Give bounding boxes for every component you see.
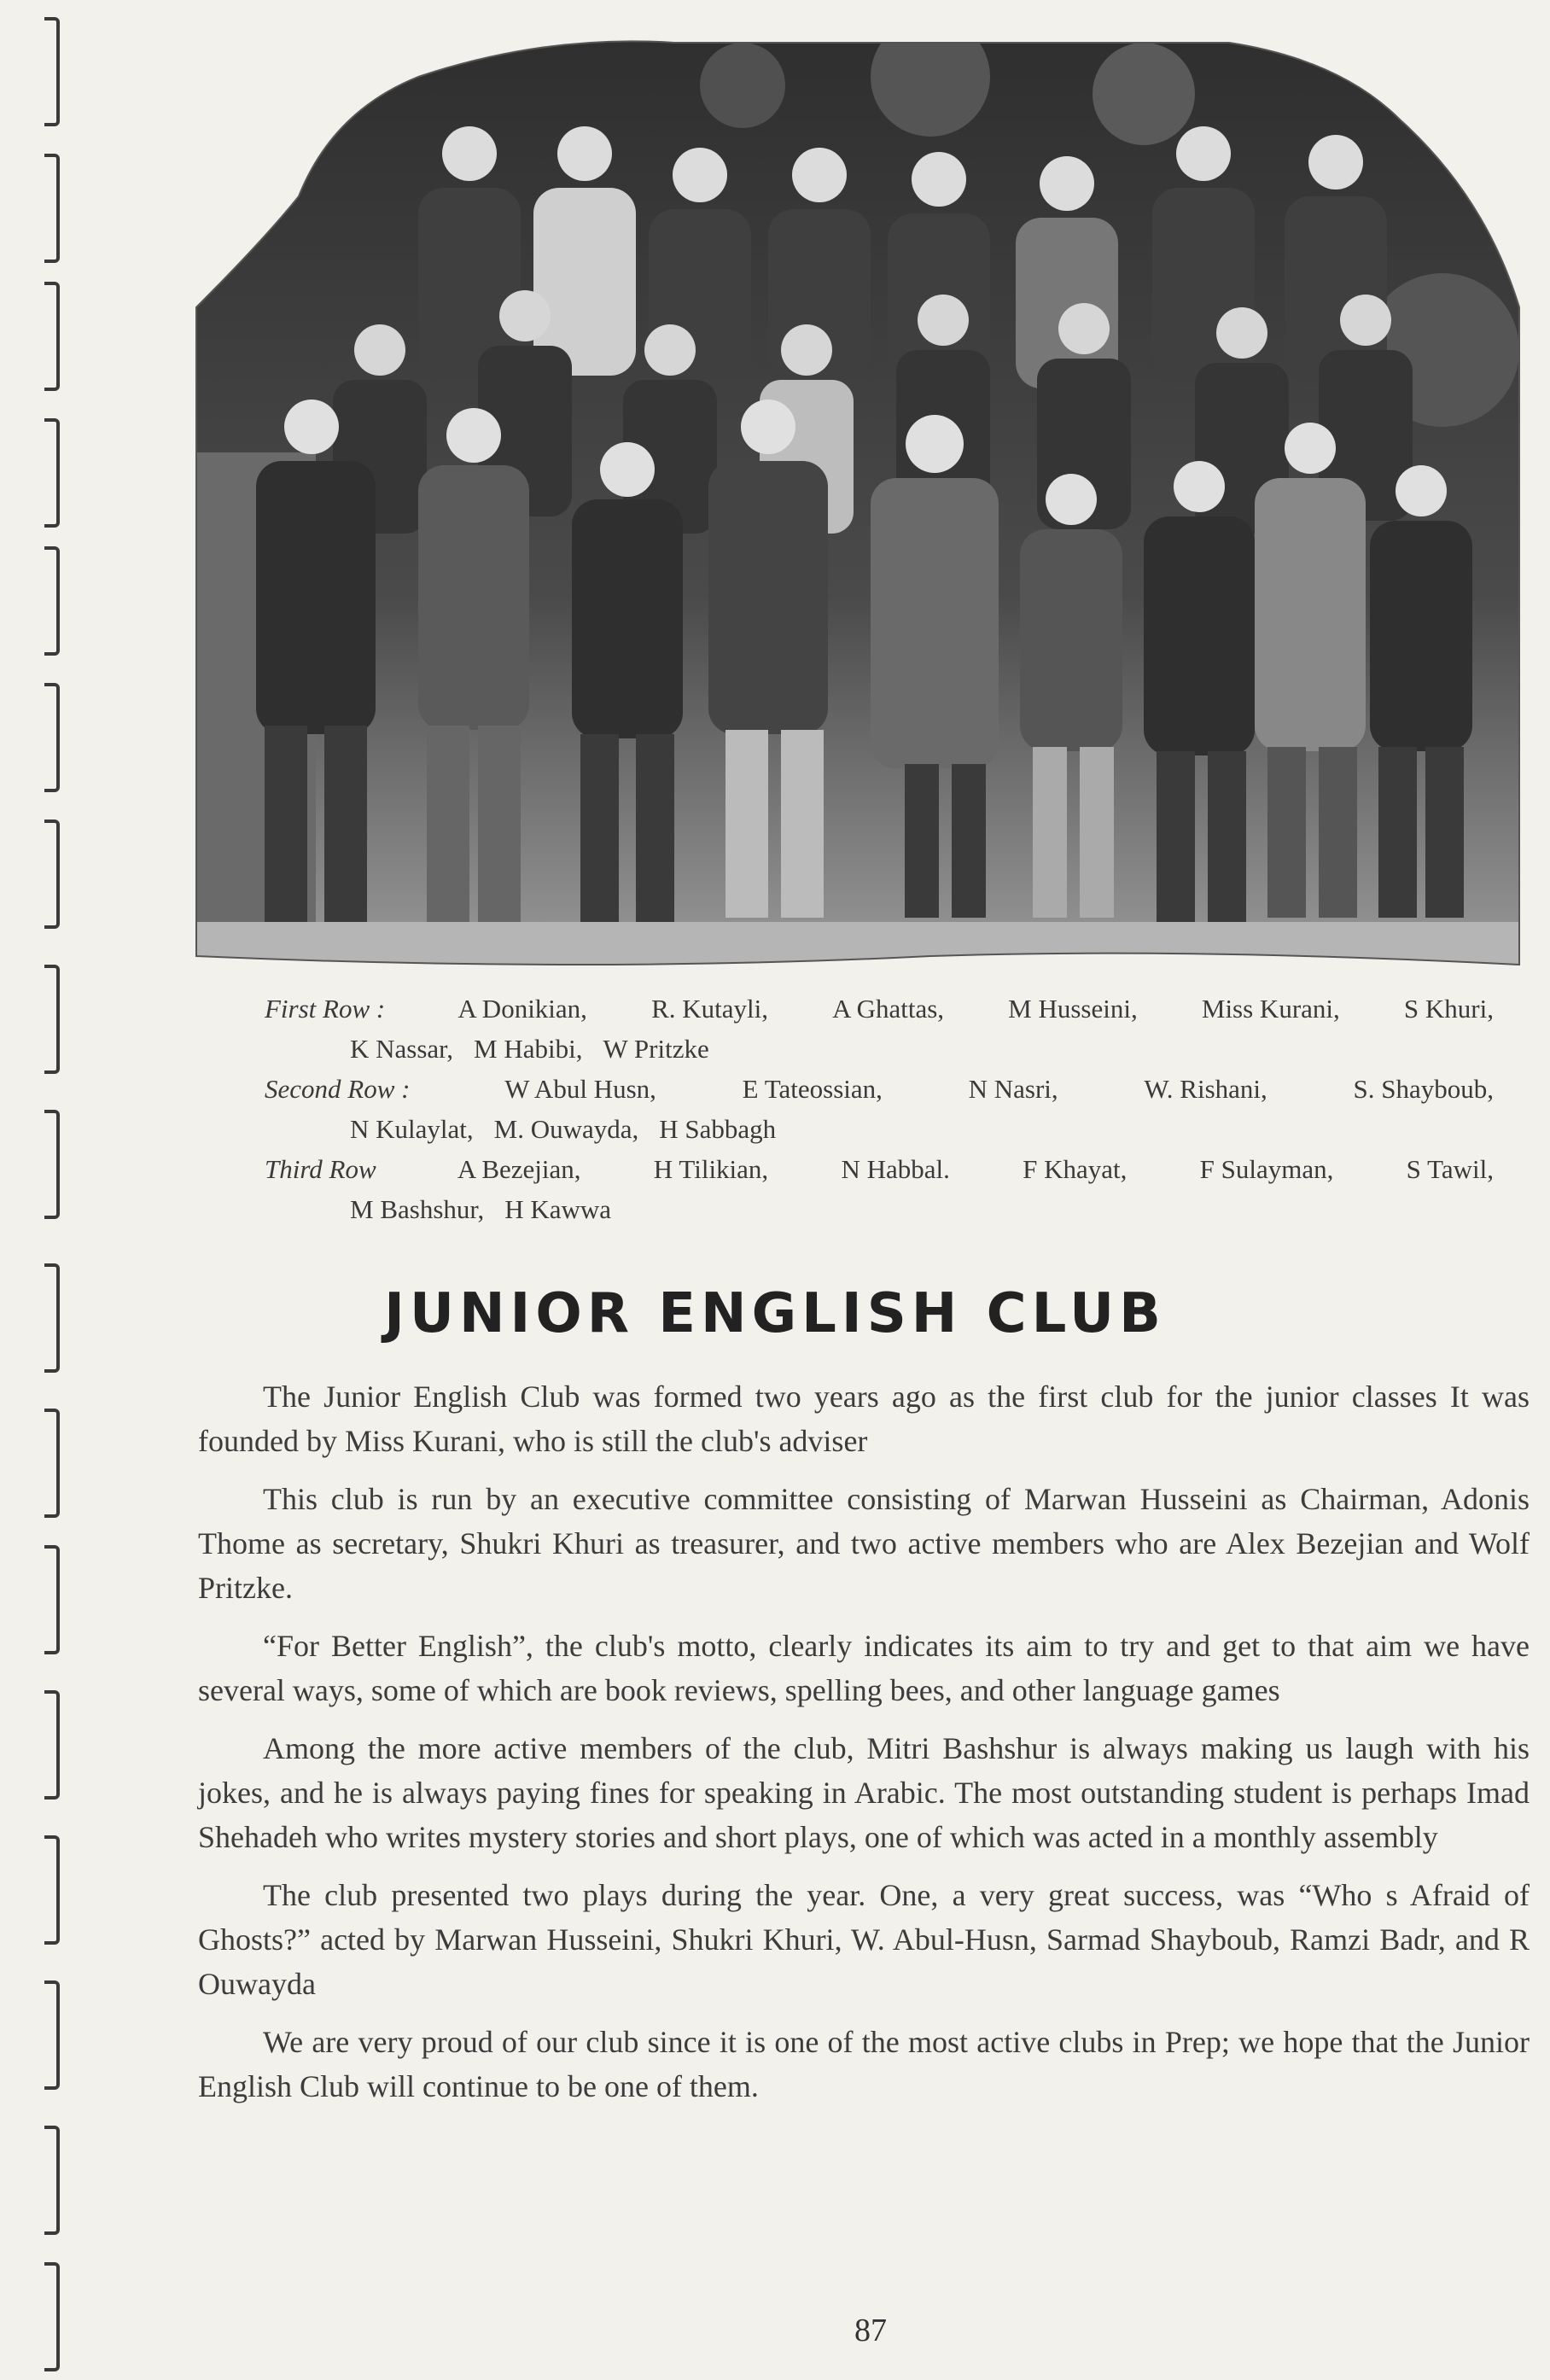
caption-name: M Habibi,: [474, 1034, 583, 1064]
group-photo-image: [162, 26, 1528, 973]
row-label: Third Row: [265, 1154, 376, 1184]
binding-ring: [44, 1545, 60, 1654]
group-photo: [162, 26, 1528, 973]
binding-ring: [44, 282, 60, 391]
caption-name: M Husseini,: [1008, 994, 1138, 1024]
binding-spine: [0, 0, 68, 2380]
caption-name: K Nassar,: [350, 1034, 454, 1064]
paragraph: This club is run by an executive committee consisting of Marwan Husseini as Chairman, Adonis Thome as secretary, Shukri Khuri as treasurer, and two active members who are Alex Bezejian and Wolf Pritzke.: [198, 1482, 1530, 1605]
caption-row-2: [265, 1069, 1494, 1109]
caption-name: N Kulaylat,: [350, 1114, 474, 1144]
caption-name: W Pritzke: [603, 1034, 709, 1064]
caption-row-2-continued: [265, 1109, 1494, 1149]
row-label: Second Row :: [265, 1074, 411, 1104]
caption-name: H Kawwa: [504, 1194, 612, 1224]
caption-row-1: [265, 989, 1494, 1029]
binding-ring: [44, 1409, 60, 1518]
binding-ring: [44, 154, 60, 263]
binding-ring: [44, 418, 60, 528]
article-body: [198, 1374, 1530, 2122]
caption-name: N Nasri,: [968, 1074, 1058, 1104]
caption-name: R. Kutayli,: [651, 994, 768, 1024]
paragraph: The Junior English Club was formed two years ago as the first club for the junior classes It was founded by Miss Kurani, who is still the club's adviser: [198, 1380, 1530, 1458]
caption-name: A Bezejian,: [457, 1154, 581, 1184]
binding-ring: [44, 1110, 60, 1219]
binding-ring: [44, 1835, 60, 1945]
caption-name: A Donikian,: [457, 994, 587, 1024]
caption-row-1-continued: [265, 1029, 1494, 1069]
binding-ring: [44, 2126, 60, 2235]
caption-name: N Habbal.: [841, 1154, 950, 1184]
binding-ring: [44, 1980, 60, 2090]
paragraph: Among the more active members of the club, Mitri Bashshur is always making us laugh with his jokes, and he is always paying fines for speaking in Arabic. The most outstanding student is perhaps Imad Shehadeh who writes mystery stories and short plays, one of which was acted in a monthly assembly: [198, 1731, 1530, 1854]
caption-name: F Sulayman,: [1199, 1154, 1334, 1184]
caption-name: W Abul Husn,: [504, 1074, 656, 1104]
photo-caption: [265, 989, 1494, 1229]
binding-ring: [44, 683, 60, 792]
caption-name: H Sabbagh: [659, 1114, 777, 1144]
paragraph: We are very proud of our club since it is one of the most active clubs in Prep; we hope that the Junior English Club will continue to be one of them.: [198, 2025, 1530, 2103]
binding-ring: [44, 546, 60, 656]
caption-name: M Bashshur,: [350, 1194, 485, 1224]
paragraph: “For Better English”, the club's motto, clearly indicates its aim to try and get to that aim we have several ways, some of which are book reviews, spelling bees, and other language games: [198, 1629, 1530, 1707]
section-heading: JUNIOR ENGLISH CLUB: [384, 1282, 1166, 1345]
caption-row-3: [265, 1149, 1494, 1189]
binding-ring: [44, 17, 60, 126]
caption-name: H Tilikian,: [653, 1154, 769, 1184]
caption-name: A Ghattas,: [832, 994, 945, 1024]
caption-row-3-continued: [265, 1189, 1494, 1229]
caption-name: F Khayat,: [1023, 1154, 1128, 1184]
caption-name: S Tawil,: [1406, 1154, 1494, 1184]
caption-name: S Khuri,: [1403, 994, 1494, 1024]
row-label: First Row :: [265, 994, 386, 1024]
caption-name: S. Shayboub,: [1353, 1074, 1494, 1104]
caption-name: Miss Kurani,: [1201, 994, 1340, 1024]
binding-ring: [44, 965, 60, 1074]
binding-ring: [44, 1690, 60, 1800]
caption-name: W. Rishani,: [1144, 1074, 1267, 1104]
binding-ring: [44, 820, 60, 929]
paragraph: The club presented two plays during the year. One, a very great success, was “Who s Afraid of Ghosts?” acted by Marwan Husseini, Shukri Khuri, W. Abul-Husn, Sarmad Shayboub, Ramzi Badr, and R Ouwayda: [198, 1878, 1530, 2001]
page-number: 87: [854, 2313, 887, 2348]
caption-name: E Tateossian,: [742, 1074, 883, 1104]
caption-name: M. Ouwayda,: [493, 1114, 639, 1144]
